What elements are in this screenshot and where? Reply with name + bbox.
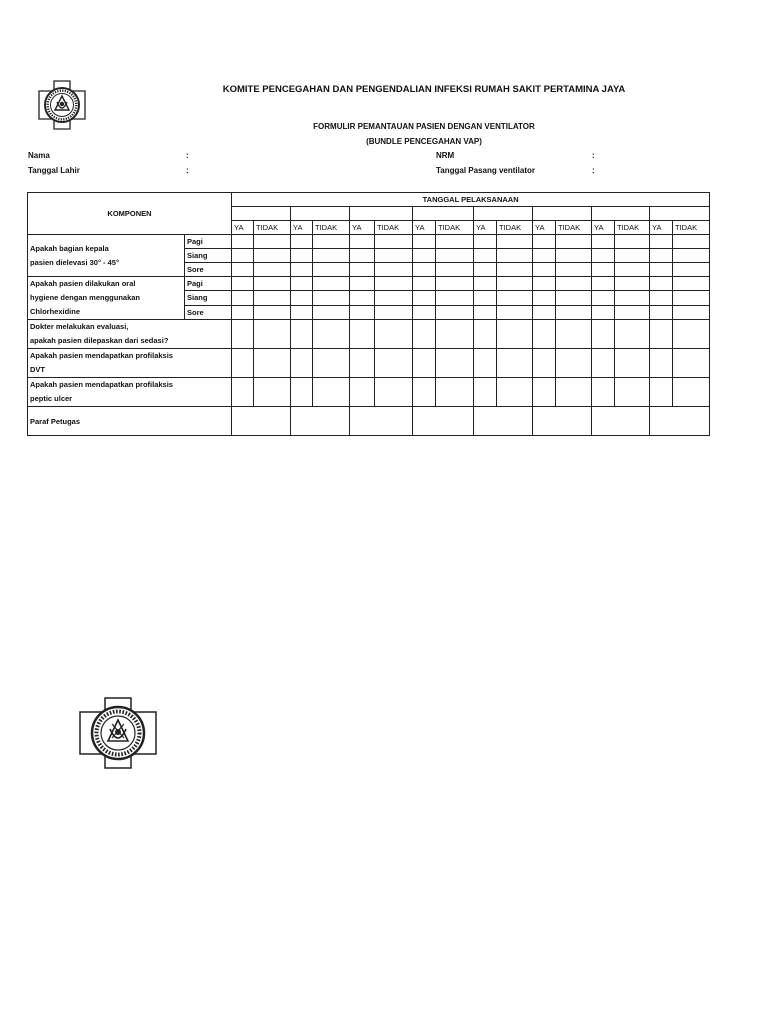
- check-cell[interactable]: [291, 291, 313, 305]
- date-cell[interactable]: [650, 207, 710, 221]
- check-cell[interactable]: [592, 305, 615, 319]
- check-cell[interactable]: [232, 235, 254, 249]
- check-cell[interactable]: [673, 235, 710, 249]
- check-cell[interactable]: [533, 349, 556, 378]
- check-cell[interactable]: [592, 277, 615, 291]
- check-cell[interactable]: [375, 277, 413, 291]
- nama-colon: :: [186, 151, 189, 160]
- question-oral-hygiene: Apakah pasien dilakukan oral hygiene dengan menggunakan Chlorhexidine: [28, 277, 185, 320]
- check-cell[interactable]: [413, 235, 436, 249]
- check-cell[interactable]: [291, 263, 313, 277]
- komponen-header: KOMPONEN: [28, 193, 232, 235]
- ya-header: YA: [232, 221, 254, 235]
- check-cell[interactable]: [556, 320, 592, 349]
- check-cell[interactable]: [232, 305, 254, 319]
- check-cell[interactable]: [375, 349, 413, 378]
- ya-header: YA: [350, 221, 375, 235]
- check-cell[interactable]: [375, 235, 413, 249]
- nrm-label: NRM: [436, 151, 455, 160]
- check-cell[interactable]: [350, 291, 375, 305]
- check-cell[interactable]: [556, 277, 592, 291]
- check-cell[interactable]: [497, 291, 533, 305]
- check-cell[interactable]: [313, 263, 350, 277]
- check-cell[interactable]: [497, 305, 533, 319]
- check-cell[interactable]: [650, 249, 673, 263]
- session-sore: Sore: [185, 305, 232, 319]
- signature-cell[interactable]: [350, 407, 413, 436]
- tidak-header: TIDAK: [615, 221, 650, 235]
- session-siang: Siang: [185, 249, 232, 263]
- nama-label: Nama: [28, 151, 50, 160]
- check-cell[interactable]: [615, 291, 650, 305]
- check-cell[interactable]: [436, 263, 474, 277]
- check-cell[interactable]: [375, 249, 413, 263]
- check-cell[interactable]: [291, 249, 313, 263]
- check-cell[interactable]: [474, 235, 497, 249]
- check-cell[interactable]: [474, 320, 497, 349]
- session-siang: Siang: [185, 291, 232, 305]
- tanggal-lahir-label: Tanggal Lahir: [28, 166, 80, 175]
- check-cell[interactable]: [556, 263, 592, 277]
- check-cell[interactable]: [673, 378, 710, 407]
- check-cell[interactable]: [615, 349, 650, 378]
- form-subtitle: (BUNDLE PENCEGAHAN VAP): [366, 137, 482, 146]
- check-cell[interactable]: [556, 235, 592, 249]
- paraf-row: [28, 407, 710, 436]
- check-cell[interactable]: [313, 349, 350, 378]
- check-cell[interactable]: [254, 249, 291, 263]
- tanggal-lahir-colon: :: [186, 166, 189, 175]
- check-cell[interactable]: [413, 305, 436, 319]
- check-cell[interactable]: [497, 320, 533, 349]
- date-cell[interactable]: [413, 207, 474, 221]
- check-cell[interactable]: [436, 235, 474, 249]
- check-cell[interactable]: [413, 320, 436, 349]
- check-cell[interactable]: [556, 349, 592, 378]
- signature-cell[interactable]: [291, 407, 350, 436]
- check-cell[interactable]: [615, 305, 650, 319]
- ya-header: YA: [291, 221, 313, 235]
- check-cell[interactable]: [556, 378, 592, 407]
- check-cell[interactable]: [313, 378, 350, 407]
- check-cell[interactable]: [350, 249, 375, 263]
- check-cell[interactable]: [313, 291, 350, 305]
- session-pagi: Pagi: [185, 235, 232, 249]
- check-cell[interactable]: [592, 291, 615, 305]
- check-cell[interactable]: [673, 305, 710, 319]
- check-cell[interactable]: [350, 235, 375, 249]
- check-cell[interactable]: [413, 349, 436, 378]
- check-cell[interactable]: [413, 263, 436, 277]
- question-profilaksis-peptic-ulcer: Apakah pasien mendapatkan profilaksis peptic ulcer: [28, 378, 232, 407]
- check-cell[interactable]: [350, 305, 375, 319]
- ya-header: YA: [592, 221, 615, 235]
- signature-cell[interactable]: [413, 407, 474, 436]
- check-cell[interactable]: [313, 320, 350, 349]
- check-cell[interactable]: [232, 263, 254, 277]
- ya-header: YA: [413, 221, 436, 235]
- check-cell[interactable]: [650, 291, 673, 305]
- check-cell[interactable]: [436, 249, 474, 263]
- signature-cell[interactable]: [592, 407, 650, 436]
- check-cell[interactable]: [533, 305, 556, 319]
- check-cell[interactable]: [291, 320, 313, 349]
- check-cell[interactable]: [232, 291, 254, 305]
- date-cell[interactable]: [232, 207, 291, 221]
- check-cell[interactable]: [650, 263, 673, 277]
- tidak-header: TIDAK: [254, 221, 291, 235]
- check-cell[interactable]: [556, 305, 592, 319]
- check-cell[interactable]: [350, 349, 375, 378]
- check-cell[interactable]: [474, 263, 497, 277]
- ya-header: YA: [474, 221, 497, 235]
- check-cell[interactable]: [350, 378, 375, 407]
- tidak-header: TIDAK: [556, 221, 592, 235]
- check-cell[interactable]: [413, 291, 436, 305]
- check-cell[interactable]: [650, 305, 673, 319]
- check-cell[interactable]: [497, 277, 533, 291]
- check-cell[interactable]: [232, 277, 254, 291]
- check-cell[interactable]: [673, 291, 710, 305]
- check-cell[interactable]: [313, 305, 350, 319]
- check-cell[interactable]: [592, 249, 615, 263]
- check-cell[interactable]: [673, 263, 710, 277]
- tidak-header: TIDAK: [673, 221, 710, 235]
- check-cell[interactable]: [650, 235, 673, 249]
- check-cell[interactable]: [313, 277, 350, 291]
- paraf-petugas-label: Paraf Petugas: [28, 407, 232, 436]
- check-cell[interactable]: [313, 249, 350, 263]
- check-cell[interactable]: [254, 263, 291, 277]
- check-cell[interactable]: [375, 305, 413, 319]
- check-cell[interactable]: [313, 235, 350, 249]
- check-cell[interactable]: [375, 291, 413, 305]
- check-cell[interactable]: [474, 249, 497, 263]
- tanggal-pelaksanaan-header: TANGGAL PELAKSANAAN: [232, 193, 710, 207]
- check-cell[interactable]: [436, 320, 474, 349]
- tanggal-pasang-colon: :: [592, 166, 595, 175]
- check-cell[interactable]: [615, 249, 650, 263]
- check-cell[interactable]: [291, 378, 313, 407]
- check-cell[interactable]: [592, 320, 615, 349]
- check-cell[interactable]: [350, 277, 375, 291]
- date-cell[interactable]: [533, 207, 592, 221]
- check-cell[interactable]: [650, 349, 673, 378]
- check-cell[interactable]: [650, 320, 673, 349]
- check-cell[interactable]: [650, 378, 673, 407]
- date-cell[interactable]: [350, 207, 413, 221]
- signature-cell[interactable]: [232, 407, 291, 436]
- check-cell[interactable]: [474, 305, 497, 319]
- check-cell[interactable]: [254, 277, 291, 291]
- tanggal-pasang-label: Tanggal Pasang ventilator: [436, 166, 535, 175]
- check-cell[interactable]: [497, 235, 533, 249]
- date-cell[interactable]: [474, 207, 533, 221]
- check-cell[interactable]: [436, 291, 474, 305]
- check-cell[interactable]: [556, 291, 592, 305]
- signature-cell[interactable]: [474, 407, 533, 436]
- check-cell[interactable]: [474, 378, 497, 407]
- check-cell[interactable]: [533, 263, 556, 277]
- check-cell[interactable]: [650, 277, 673, 291]
- question-elevasi-kepala: Apakah bagian kepala pasien dielevasi 30° - 45°: [28, 235, 185, 277]
- check-cell[interactable]: [533, 235, 556, 249]
- check-cell[interactable]: [615, 235, 650, 249]
- check-cell[interactable]: [474, 349, 497, 378]
- check-cell[interactable]: [474, 291, 497, 305]
- check-cell[interactable]: [413, 249, 436, 263]
- ya-header: YA: [650, 221, 673, 235]
- check-cell[interactable]: [673, 349, 710, 378]
- check-cell[interactable]: [254, 305, 291, 319]
- check-cell[interactable]: [413, 378, 436, 407]
- check-cell[interactable]: [350, 263, 375, 277]
- table-row: [28, 378, 710, 407]
- check-cell[interactable]: [615, 320, 650, 349]
- check-cell[interactable]: [497, 263, 533, 277]
- check-cell[interactable]: [436, 277, 474, 291]
- check-cell[interactable]: [436, 378, 474, 407]
- check-cell[interactable]: [232, 378, 254, 407]
- check-cell[interactable]: [592, 378, 615, 407]
- check-cell[interactable]: [533, 249, 556, 263]
- check-cell[interactable]: [592, 349, 615, 378]
- form-title: FORMULIR PEMANTAUAN PASIEN DENGAN VENTILATOR: [313, 122, 535, 131]
- check-cell[interactable]: [592, 263, 615, 277]
- check-cell[interactable]: [474, 277, 497, 291]
- check-cell[interactable]: [533, 291, 556, 305]
- check-cell[interactable]: [615, 263, 650, 277]
- pertamina-seal-icon: [79, 697, 157, 769]
- tidak-header: TIDAK: [313, 221, 350, 235]
- check-cell[interactable]: [436, 305, 474, 319]
- check-cell[interactable]: [673, 320, 710, 349]
- check-cell[interactable]: [673, 249, 710, 263]
- tidak-header: TIDAK: [375, 221, 413, 235]
- check-cell[interactable]: [291, 305, 313, 319]
- check-cell[interactable]: [673, 277, 710, 291]
- check-cell[interactable]: [556, 249, 592, 263]
- check-cell[interactable]: [497, 349, 533, 378]
- check-cell[interactable]: [413, 277, 436, 291]
- check-cell[interactable]: [615, 277, 650, 291]
- check-cell[interactable]: [291, 235, 313, 249]
- check-cell[interactable]: [350, 320, 375, 349]
- check-cell[interactable]: [497, 249, 533, 263]
- check-cell[interactable]: [533, 277, 556, 291]
- question-profilaksis-dvt: Apakah pasien mendapatkan profilaksis DVT: [28, 349, 232, 378]
- session-sore: Sore: [185, 263, 232, 277]
- check-cell[interactable]: [232, 249, 254, 263]
- check-cell[interactable]: [232, 349, 254, 378]
- table-row: [28, 349, 710, 378]
- page-title: KOMITE PENCEGAHAN DAN PENGENDALIAN INFEKSI RUMAH SAKIT PERTAMINA JAYA: [222, 84, 626, 95]
- ya-header: YA: [533, 221, 556, 235]
- check-cell[interactable]: [254, 320, 291, 349]
- table-row: [28, 320, 710, 349]
- nrm-colon: :: [592, 151, 595, 160]
- table-row: [28, 235, 710, 249]
- check-cell[interactable]: [291, 349, 313, 378]
- footer-logo: [79, 697, 157, 769]
- monitoring-table: [27, 192, 710, 436]
- check-cell[interactable]: [533, 320, 556, 349]
- check-cell[interactable]: [592, 235, 615, 249]
- check-cell[interactable]: [375, 263, 413, 277]
- check-cell[interactable]: [533, 378, 556, 407]
- tidak-header: TIDAK: [497, 221, 533, 235]
- check-cell[interactable]: [291, 277, 313, 291]
- check-cell[interactable]: [375, 320, 413, 349]
- question-evaluasi-sedasi: Dokter melakukan evaluasi, apakah pasien dilepaskan dari sedasi?: [28, 320, 232, 349]
- tidak-header: TIDAK: [436, 221, 474, 235]
- check-cell[interactable]: [436, 349, 474, 378]
- table-row: [28, 277, 710, 291]
- check-cell[interactable]: [375, 378, 413, 407]
- session-pagi: Pagi: [185, 277, 232, 291]
- signature-cell[interactable]: [650, 407, 710, 436]
- check-cell[interactable]: [254, 378, 291, 407]
- check-cell[interactable]: [615, 378, 650, 407]
- check-cell[interactable]: [254, 235, 291, 249]
- check-cell[interactable]: [254, 349, 291, 378]
- date-cell[interactable]: [592, 207, 650, 221]
- check-cell[interactable]: [232, 320, 254, 349]
- signature-cell[interactable]: [533, 407, 592, 436]
- check-cell[interactable]: [254, 291, 291, 305]
- check-cell[interactable]: [497, 378, 533, 407]
- date-cell[interactable]: [291, 207, 350, 221]
